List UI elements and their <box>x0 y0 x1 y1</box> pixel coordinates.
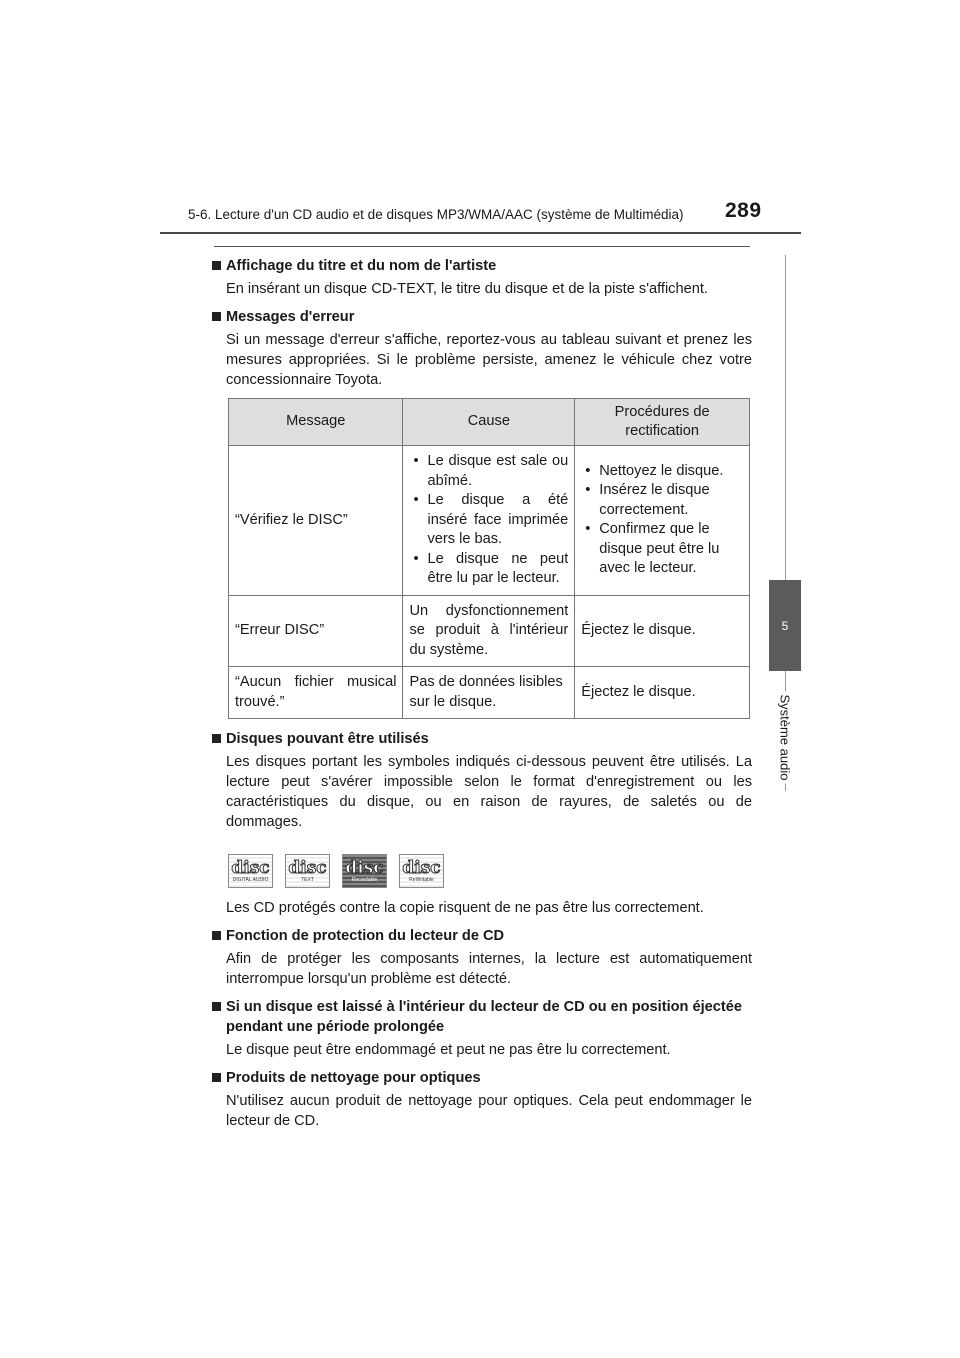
section-heading <box>212 729 752 749</box>
section-text: Afin de protéger les composants internes, la lecture est automatiquement interrompue lorsqu'un problème est détecté. <box>226 951 752 987</box>
square-bullet-icon <box>212 931 221 940</box>
list-item: • Le disque est sale ou abîmé. <box>409 452 568 491</box>
table-row <box>229 595 750 667</box>
square-bullet-icon <box>212 1002 221 1011</box>
heading-text: Si un disque est laissé à l'intérieur du lecteur de CD ou en position éjectée pendant une période prolongée <box>226 999 743 1035</box>
section-heading <box>212 926 752 946</box>
section-text: Les disques portant les symboles indiqués ci-dessous peuvent être utilisés. La lecture peut s'avérer impossible selon le format d'enregistrement ou les caractéristiques du disque, ou en raison de rayures, de saletés ou de dommages. <box>226 754 752 830</box>
heading-text: Disques pouvant être utilisés <box>226 731 429 747</box>
list-item: • Le disque a été inséré face imprimée vers le bas. <box>409 491 568 550</box>
chapter-number: 5 <box>781 618 789 633</box>
table-header-row <box>229 399 750 446</box>
action-list <box>581 462 743 579</box>
table-row <box>229 667 750 719</box>
disc-logo-subtext: DIGITAL AUDIO <box>232 876 269 883</box>
section-text: En insérant un disque CD-TEXT, le titre du disque et de la piste s'affichent. <box>226 281 708 297</box>
section-heading <box>212 256 752 276</box>
section-heading <box>212 1068 752 1088</box>
table-cell: “Vérifiez le DISC” <box>229 446 403 596</box>
table-header: Message <box>229 399 403 446</box>
header-title: 5-6. Lecture d'un CD audio et de disques MP3/WMA/AAC (système de Multimédia) <box>188 207 684 222</box>
section-text: Si un message d'erreur s'affiche, reportez-vous au tableau suivant et prenez les mesures appropriées. Si le problème persiste, amenez le véhicule chez votre concessionnaire Toyota. <box>226 332 752 388</box>
table-cell: Éjectez le disque. <box>575 667 750 719</box>
section-note: Les CD protégés contre la copie risquent de ne pas être lus correctement. <box>226 900 704 916</box>
disc-logo-subtext: TEXT <box>301 876 314 883</box>
table-cell <box>575 446 750 596</box>
list-item: • Nettoyez le disque. <box>581 462 743 482</box>
heading-text: Affichage du titre et du nom de l'artiste <box>226 258 497 274</box>
disc-logo-text: disc <box>345 857 384 878</box>
disc-logo-subtext: Recordable <box>351 876 378 883</box>
page-number: 289 <box>725 199 762 222</box>
table-cell: Pas de données lisibles sur le disque. <box>403 667 575 719</box>
page-content <box>212 256 752 1139</box>
square-bullet-icon <box>212 1073 221 1082</box>
table-row <box>229 446 750 596</box>
square-bullet-icon <box>212 734 221 743</box>
square-bullet-icon <box>212 261 221 270</box>
section-text: Le disque peut être endommagé et peut ne pas être lu correctement. <box>226 1042 671 1058</box>
square-bullet-icon <box>212 312 221 321</box>
error-table <box>228 398 750 719</box>
table-cell: “Erreur DISC” <box>229 595 403 667</box>
table-cell: Éjectez le disque. <box>575 595 750 667</box>
disc-logo-subtext: ReWritable <box>409 876 434 883</box>
section-text: N'utilisez aucun produit de nettoyage pour optiques. Cela peut endommager le lecteur de CD. <box>226 1093 752 1129</box>
compact-disc-rewritable-logo <box>399 854 444 888</box>
section-heading <box>212 307 752 327</box>
section-rule <box>214 246 750 247</box>
compact-disc-recordable-logo <box>342 854 387 888</box>
disc-logo-text: disc <box>402 857 441 878</box>
table-cell: “Aucun fichier musical trouvé.” <box>229 667 403 719</box>
heading-text: Fonction de protection du lecteur de CD <box>226 928 505 944</box>
chapter-label-text: Système audio <box>778 691 793 783</box>
list-item: • Insérez le disque correctement. <box>581 481 743 520</box>
list-item: • Le disque ne peut être lu par le lecteur. <box>409 550 568 589</box>
heading-text: Produits de nettoyage pour optiques <box>226 1070 481 1086</box>
chapter-tab <box>769 580 801 671</box>
cause-list <box>409 452 568 589</box>
table-header: Cause <box>403 399 575 446</box>
compact-disc-logo <box>228 854 273 888</box>
disc-logo-text: disc <box>288 857 327 878</box>
side-line <box>785 255 786 580</box>
chapter-label <box>770 682 800 792</box>
header-rule <box>160 232 801 234</box>
list-item: • Confirmez que le disque peut être lu avec le lecteur. <box>581 520 743 579</box>
table-header: Procédures de rectification <box>575 399 750 446</box>
table-cell <box>403 446 575 596</box>
compact-disc-text-logo <box>285 854 330 888</box>
section-heading <box>212 997 752 1037</box>
table-cell: Un dysfonctionnement se produit à l'intérieur du système. <box>403 595 575 667</box>
disc-logo-row <box>228 854 752 888</box>
heading-text: Messages d'erreur <box>226 309 355 325</box>
disc-logo-text: disc <box>231 857 270 878</box>
